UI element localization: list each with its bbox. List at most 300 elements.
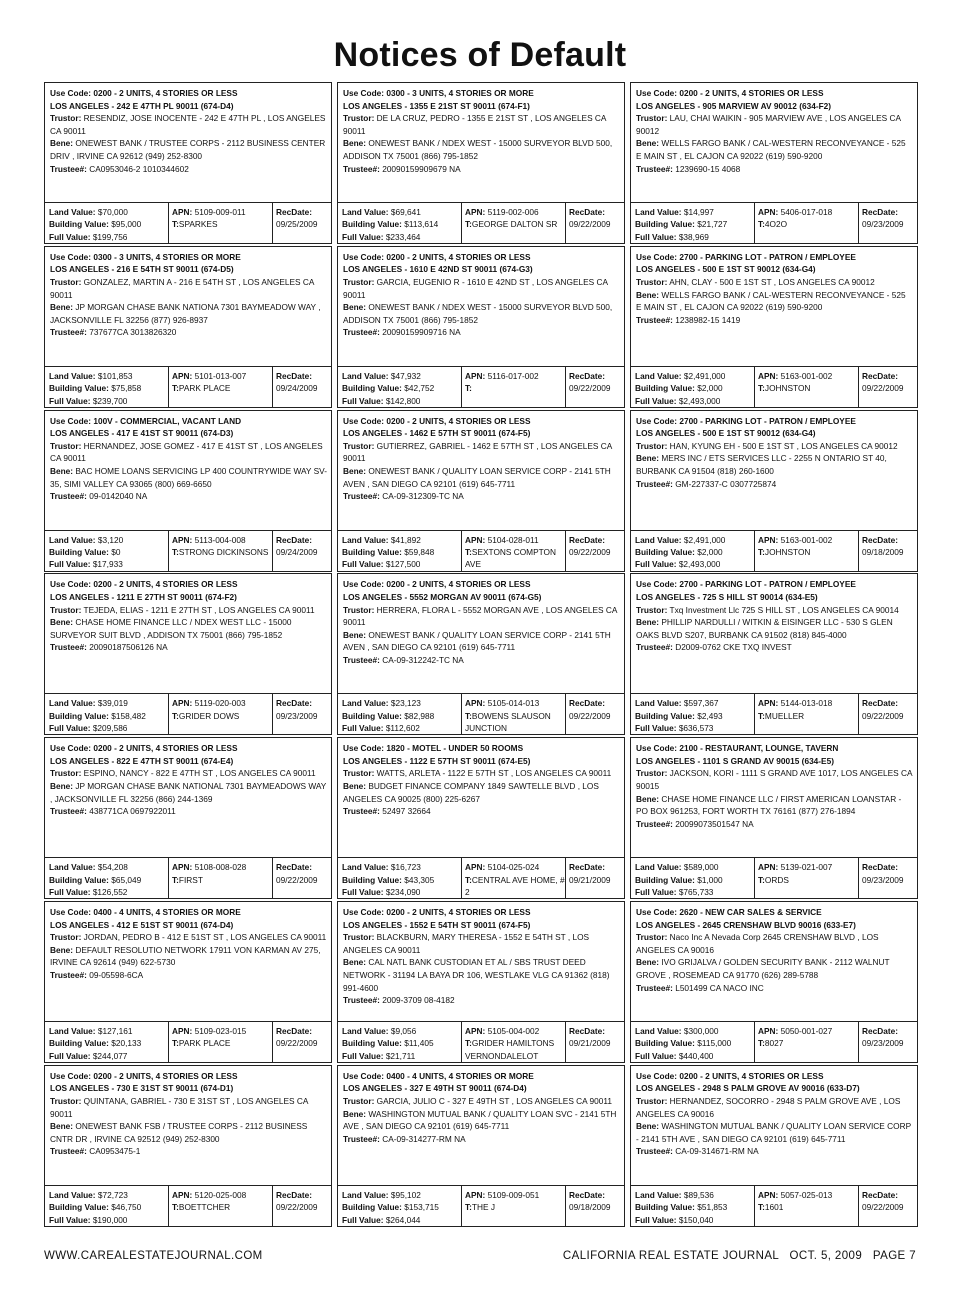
full-value-label: Full Value: bbox=[342, 887, 384, 897]
trustor-value: JORDAN, PEDRO B - 412 E 51ST ST , LOS ANGELES CA 90011 bbox=[83, 932, 327, 943]
full-value: $264,044 bbox=[385, 1214, 421, 1225]
property-location: LOS ANGELES - 5552 MORGAN AV 90011 (674-G5) bbox=[343, 591, 542, 602]
tract-label: T: bbox=[758, 547, 765, 557]
building-value-label: Building Value: bbox=[49, 874, 109, 885]
beneficiary-value: JP MORGAN CHASE BANK NATIONAL 7301 BAYMEADOWS WAY , JACKSONVILLE FL 32256 (866) 244-1369 bbox=[50, 780, 327, 804]
trustor-line bbox=[50, 767, 327, 780]
land-value-label: Land Value: bbox=[635, 1026, 682, 1036]
apn-value: 5057-025-013 bbox=[780, 1189, 833, 1200]
apn-label: APN: bbox=[465, 698, 486, 709]
beneficiary-label: Bene: bbox=[343, 957, 367, 968]
tract-label: T: bbox=[172, 219, 179, 230]
apn-value: 5105-014-013 bbox=[487, 698, 540, 709]
tract-label: T: bbox=[172, 874, 179, 885]
apn-value: 5104-028-011 bbox=[487, 534, 539, 545]
land-value-label: Land Value: bbox=[635, 1189, 682, 1200]
full-value-line bbox=[635, 231, 754, 243]
trustee-line bbox=[50, 641, 327, 654]
land-value-label: Land Value: bbox=[49, 862, 96, 873]
value-block bbox=[45, 858, 169, 898]
building-value-line bbox=[635, 546, 754, 558]
property-location: LOS ANGELES - 1355 E 21ST ST 90011 (674-F1) bbox=[343, 100, 530, 111]
land-value: $72,723 bbox=[97, 1189, 128, 1200]
tract-label: T: bbox=[172, 1038, 179, 1049]
values-row bbox=[44, 1185, 332, 1227]
tract-value: JOHNSTON bbox=[764, 383, 811, 394]
apn-block bbox=[169, 1186, 273, 1226]
building-value: $2,493 bbox=[697, 710, 723, 721]
tract-line bbox=[172, 382, 272, 394]
beneficiary-value: CHASE HOME FINANCE LLC / FIRST AMERICAN LOANSTAR - PO BOX 961253, FORT WORTH TX 76161 (877) 276-1894 bbox=[636, 793, 902, 817]
values-row bbox=[44, 530, 332, 572]
beneficiary-label: Bene: bbox=[636, 1121, 660, 1132]
recdate-label: RecDate: bbox=[276, 1189, 312, 1200]
full-value-line bbox=[49, 558, 168, 570]
trustee-label: Trustee#: bbox=[50, 642, 87, 653]
trustor-label: Trustor: bbox=[50, 440, 82, 451]
tract-value: CENTRAL AVE HOME, # 2 bbox=[465, 874, 565, 897]
recdate-block bbox=[859, 531, 917, 571]
tract-value: GRIDER HAMILTONS VERNONDALELOT bbox=[465, 1038, 555, 1061]
recdate-label: RecDate: bbox=[276, 370, 312, 381]
apn-block bbox=[755, 1022, 859, 1062]
tract-line bbox=[758, 1201, 858, 1213]
notice-description bbox=[630, 246, 918, 366]
values-row bbox=[44, 202, 332, 244]
notice-description bbox=[44, 1065, 332, 1185]
building-value-label: Building Value: bbox=[635, 383, 695, 394]
trustee-line bbox=[50, 1145, 327, 1158]
building-value: $51,853 bbox=[697, 1202, 728, 1213]
apn-value: 5104-025-024 bbox=[487, 862, 540, 873]
values-row bbox=[44, 1021, 332, 1063]
apn-value: 5109-023-015 bbox=[194, 1026, 247, 1036]
building-value: $82,988 bbox=[404, 710, 435, 721]
full-value: $209,586 bbox=[92, 723, 128, 734]
value-block bbox=[45, 531, 169, 571]
tract-value: 4O2O bbox=[764, 219, 788, 230]
apn-label: APN: bbox=[172, 207, 193, 217]
recdate-label: RecDate: bbox=[276, 534, 312, 545]
footer-publication: CALIFORNIA REAL ESTATE JOURNAL OCT. 5, 2009 PAGE 7 bbox=[562, 1250, 916, 1262]
trustor-line bbox=[50, 604, 327, 617]
land-value-label: Land Value: bbox=[342, 1189, 389, 1200]
recdate-label: RecDate: bbox=[276, 207, 312, 217]
full-value-line bbox=[635, 1214, 754, 1226]
tract-label: T: bbox=[172, 1202, 179, 1213]
value-block bbox=[631, 858, 755, 898]
use-code: Use Code: 0200 - 2 UNITS, 4 STORIES OR LESS bbox=[636, 88, 824, 98]
value-block bbox=[631, 1186, 755, 1226]
apn-value: 5105-004-002 bbox=[487, 1026, 540, 1036]
building-value-line bbox=[635, 1201, 754, 1213]
values-row bbox=[44, 693, 332, 735]
trustor-line bbox=[50, 1095, 327, 1120]
land-value-line bbox=[49, 370, 168, 382]
use-code: Use Code: 0200 - 2 UNITS, 4 STORIES OR LESS bbox=[50, 1070, 238, 1081]
land-value-label: Land Value: bbox=[49, 207, 96, 217]
beneficiary-value: CAL NATL BANK CUSTODIAN ET AL / SBS TRUST DEED NETWORK - 31194 LA BAYA DR 106, WESTLAKE VLG CA 91362 (818) 991-4600 bbox=[343, 957, 610, 993]
building-value-line bbox=[342, 1037, 461, 1049]
apn-block bbox=[755, 367, 859, 407]
land-value-label: Land Value: bbox=[49, 1189, 96, 1200]
building-value-line bbox=[49, 874, 168, 886]
recdate-value: 09/18/2009 bbox=[862, 547, 904, 557]
recdate-block bbox=[273, 694, 331, 734]
notice-entry bbox=[44, 573, 332, 735]
apn-label: APN: bbox=[465, 534, 486, 545]
values-row bbox=[44, 366, 332, 408]
value-block bbox=[338, 694, 462, 734]
trustee-line bbox=[50, 490, 327, 503]
beneficiary-line bbox=[343, 137, 620, 162]
beneficiary-label: Bene: bbox=[636, 289, 660, 300]
use-code: Use Code: 2100 - RESTAURANT, LOUNGE, TAVERN bbox=[636, 743, 839, 754]
apn-line bbox=[758, 206, 858, 218]
tract-label: T: bbox=[758, 383, 765, 394]
building-value: $95,000 bbox=[111, 219, 142, 230]
values-row bbox=[337, 1185, 625, 1227]
building-value-label: Building Value: bbox=[635, 547, 695, 557]
tract-label: T: bbox=[758, 874, 765, 885]
trustor-line bbox=[50, 440, 327, 465]
recdate-value: 09/21/2009 bbox=[569, 1038, 611, 1049]
recdate-value: 09/22/2009 bbox=[862, 1202, 904, 1213]
full-value-label: Full Value: bbox=[635, 887, 677, 897]
notice-description bbox=[337, 410, 625, 530]
notice-description bbox=[337, 737, 625, 857]
trustor-label: Trustor: bbox=[636, 932, 668, 943]
trustor-label: Trustor: bbox=[343, 113, 375, 124]
building-value-line bbox=[342, 710, 461, 722]
building-value-label: Building Value: bbox=[49, 219, 109, 230]
land-value: $54,208 bbox=[97, 862, 128, 873]
apn-block bbox=[462, 1186, 566, 1226]
trustor-label: Trustor: bbox=[636, 768, 668, 779]
notice-entry bbox=[44, 410, 332, 572]
land-value-label: Land Value: bbox=[49, 534, 96, 545]
trustee-line bbox=[50, 326, 327, 339]
land-value: $69,641 bbox=[390, 207, 421, 217]
full-value-line bbox=[635, 558, 754, 570]
beneficiary-label: Bene: bbox=[343, 138, 367, 149]
notice-description bbox=[630, 901, 918, 1021]
trustor-label: Trustor: bbox=[636, 604, 668, 615]
tract-value: 8027 bbox=[764, 1038, 784, 1049]
apn-value: 5109-009-051 bbox=[487, 1189, 540, 1200]
value-block bbox=[338, 531, 462, 571]
trustee-line bbox=[636, 478, 913, 491]
beneficiary-line bbox=[50, 137, 327, 162]
recdate-value: 09/22/2009 bbox=[276, 1038, 318, 1049]
land-value-line bbox=[635, 697, 754, 709]
trustor-label: Trustor: bbox=[343, 1095, 375, 1106]
tract-label: T: bbox=[465, 1202, 472, 1213]
tract-value: PARK PLACE bbox=[178, 383, 231, 394]
apn-label: APN: bbox=[172, 698, 193, 709]
tract-label: T: bbox=[172, 710, 179, 721]
beneficiary-line bbox=[343, 465, 620, 490]
tract-label: T: bbox=[172, 383, 179, 394]
apn-value: 5163-001-002 bbox=[780, 370, 833, 381]
recdate-block bbox=[859, 694, 917, 734]
recdate-value: 09/24/2009 bbox=[276, 383, 318, 394]
full-value-line bbox=[342, 886, 461, 898]
apn-line bbox=[758, 1189, 858, 1201]
values-row bbox=[337, 693, 625, 735]
building-value: $75,858 bbox=[111, 383, 142, 394]
full-value-line bbox=[49, 722, 168, 734]
land-value-label: Land Value: bbox=[635, 370, 682, 381]
beneficiary-value: CHASE HOME FINANCE LLC / NDEX WEST LLC - 15000 SURVEYOR SUIT BLVD , ADDISON TX 75001 (866) 795-1852 bbox=[50, 617, 292, 640]
recdate-label: RecDate: bbox=[862, 207, 898, 217]
notice-entry bbox=[44, 901, 332, 1063]
beneficiary-label: Bene: bbox=[343, 302, 367, 313]
building-value-label: Building Value: bbox=[49, 547, 109, 557]
trustor-value: GARCIA, EUGENIO R - 1610 E 42ND ST , LOS ANGELES CA 90011 bbox=[343, 276, 608, 300]
notice-entry bbox=[630, 573, 918, 735]
land-value-label: Land Value: bbox=[635, 207, 682, 217]
trustee-label: Trustee#: bbox=[343, 654, 380, 665]
building-value-label: Building Value: bbox=[342, 219, 402, 230]
full-value-line bbox=[342, 395, 461, 407]
building-value-label: Building Value: bbox=[342, 1038, 402, 1049]
notice-description bbox=[44, 573, 332, 693]
tract-line bbox=[172, 546, 272, 558]
trustee-value: 52497 32664 bbox=[382, 806, 431, 817]
beneficiary-label: Bene: bbox=[636, 793, 660, 804]
full-value: $127,500 bbox=[385, 559, 421, 570]
recdate-block bbox=[859, 367, 917, 407]
beneficiary-label: Bene: bbox=[636, 957, 660, 968]
full-value: $190,000 bbox=[92, 1214, 128, 1225]
apn-block bbox=[169, 858, 273, 898]
use-code: Use Code: 2700 - PARKING LOT - PATRON / EMPLOYEE bbox=[636, 415, 856, 426]
tract-value: STRONG DICKINSONS bbox=[178, 547, 269, 557]
land-value: $101,853 bbox=[97, 370, 133, 381]
recdate-block bbox=[859, 203, 917, 243]
beneficiary-label: Bene: bbox=[343, 629, 367, 640]
recdate-label: RecDate: bbox=[276, 698, 312, 709]
full-value-line bbox=[49, 231, 168, 243]
land-value-label: Land Value: bbox=[635, 862, 682, 873]
apn-value: 5108-008-028 bbox=[194, 862, 247, 873]
apn-label: APN: bbox=[758, 207, 779, 217]
recdate-block bbox=[273, 1186, 331, 1226]
building-value: $59,848 bbox=[404, 547, 435, 557]
trustor-value: WATTS, ARLETA - 1122 E 57TH ST , LOS ANGELES CA 90011 bbox=[376, 768, 612, 779]
land-value-line bbox=[49, 1025, 168, 1037]
trustor-label: Trustor: bbox=[636, 440, 668, 451]
land-value-line bbox=[49, 1189, 168, 1201]
values-row bbox=[630, 530, 918, 572]
building-value-label: Building Value: bbox=[342, 874, 402, 885]
beneficiary-line bbox=[636, 452, 913, 477]
full-value-label: Full Value: bbox=[342, 1050, 384, 1061]
apn-block bbox=[169, 531, 273, 571]
land-value: $39,019 bbox=[97, 698, 128, 709]
building-value-line bbox=[49, 1037, 168, 1049]
notice-entry bbox=[630, 82, 918, 244]
apn-line bbox=[758, 534, 858, 546]
notice-description bbox=[337, 573, 625, 693]
beneficiary-label: Bene: bbox=[50, 465, 74, 476]
full-value-label: Full Value: bbox=[49, 1050, 91, 1061]
tract-label: T: bbox=[465, 1038, 472, 1049]
use-code: Use Code: 0200 - 2 UNITS, 4 STORIES OR LESS bbox=[343, 907, 531, 917]
apn-block bbox=[169, 203, 273, 243]
beneficiary-value: ONEWEST BANK / QUALITY LOAN SERVICE CORP - 2141 5TH AVEN , SAN DIEGO CA 92101 (619) 645-7711 bbox=[343, 465, 611, 489]
trustee-line bbox=[343, 326, 620, 339]
recdate-value: 09/18/2009 bbox=[569, 1202, 611, 1213]
recdate-label: RecDate: bbox=[569, 534, 605, 545]
value-block bbox=[631, 694, 755, 734]
apn-block bbox=[755, 203, 859, 243]
trustee-line bbox=[343, 994, 620, 1007]
trustor-line bbox=[343, 1095, 620, 1108]
land-value-line bbox=[49, 861, 168, 873]
values-row bbox=[630, 693, 918, 735]
trustee-value: CA0953046-2 1010344602 bbox=[89, 163, 189, 174]
trustee-value: 20090187506126 NA bbox=[89, 642, 168, 653]
tract-line bbox=[465, 1037, 565, 1062]
recdate-value: 09/22/2009 bbox=[569, 710, 611, 721]
notice-description bbox=[630, 82, 918, 202]
values-row bbox=[337, 1021, 625, 1063]
value-block bbox=[45, 203, 169, 243]
full-value-label: Full Value: bbox=[342, 231, 384, 242]
full-value: $112,602 bbox=[385, 723, 420, 734]
trustor-value: GUTIERREZ, GABRIEL - 1462 E 57TH ST , LOS ANGELES CA 90011 bbox=[343, 440, 612, 464]
building-value-line bbox=[635, 710, 754, 722]
apn-line bbox=[172, 1025, 272, 1037]
notice-description bbox=[630, 410, 918, 530]
trustor-value: Naco Inc A Nevada Corp 2645 CRENSHAW BLVD , LOS ANGELES CA 90016 bbox=[636, 932, 879, 955]
value-block bbox=[338, 367, 462, 407]
recdate-value: 09/22/2009 bbox=[276, 1202, 318, 1213]
tract-value: BOETTCHER bbox=[178, 1202, 231, 1213]
trustee-value: 1239690-15 4068 bbox=[675, 163, 741, 174]
beneficiary-value: PHILLIP NARDULLI / WITKIN & EISINGER LLC - 530 S GLEN OAKS BLVD S207, BURBANK CA 91502 (818) 845-4000 bbox=[636, 617, 893, 640]
building-value-line bbox=[635, 382, 754, 394]
tract-line bbox=[758, 1037, 858, 1049]
apn-line bbox=[465, 1025, 565, 1037]
apn-line bbox=[172, 206, 272, 218]
trustor-label: Trustor: bbox=[50, 1095, 82, 1106]
trustor-value: JACKSON, KORI - 1111 S GRAND AVE 1017, LOS ANGELES CA 90015 bbox=[636, 768, 913, 791]
trustee-label: Trustee#: bbox=[343, 327, 380, 338]
building-value: $115,000 bbox=[697, 1038, 732, 1049]
building-value: $2,000 bbox=[697, 547, 723, 557]
use-code: Use Code: 0200 - 2 UNITS, 4 STORIES OR LESS bbox=[50, 88, 238, 98]
trustee-value: 20090159909716 NA bbox=[382, 327, 461, 338]
tract-label: T: bbox=[758, 710, 765, 721]
trustor-value: GONZALEZ, MARTIN A - 216 E 54TH ST , LOS ANGELES CA 90011 bbox=[50, 276, 314, 300]
full-value-line bbox=[342, 558, 461, 570]
building-value: $0 bbox=[111, 547, 121, 557]
trustor-value: TEJEDA, ELIAS - 1211 E 27TH ST , LOS ANGELES CA 90011 bbox=[83, 604, 315, 615]
full-value: $440,400 bbox=[678, 1050, 714, 1061]
apn-block bbox=[462, 367, 566, 407]
notices-column-1 bbox=[44, 82, 332, 1230]
recdate-block bbox=[566, 858, 624, 898]
apn-value: 5113-004-008 bbox=[194, 534, 246, 545]
value-block bbox=[338, 203, 462, 243]
tract-value: FIRST bbox=[178, 874, 203, 885]
notice-description bbox=[44, 410, 332, 530]
trustor-label: Trustor: bbox=[50, 932, 82, 943]
building-value: $20,133 bbox=[111, 1038, 142, 1049]
apn-value: 5101-013-007 bbox=[194, 370, 247, 381]
trustee-line bbox=[636, 1145, 913, 1158]
apn-line bbox=[758, 861, 858, 873]
recdate-block bbox=[566, 203, 624, 243]
recdate-value: 09/25/2009 bbox=[276, 219, 318, 230]
property-location: LOS ANGELES - 412 E 51ST ST 90011 (674-D4) bbox=[50, 919, 234, 930]
beneficiary-label: Bene: bbox=[50, 944, 74, 955]
recdate-label: RecDate: bbox=[569, 1189, 605, 1200]
trustee-label: Trustee#: bbox=[50, 163, 87, 174]
building-value: $158,482 bbox=[111, 710, 146, 721]
apn-label: APN: bbox=[758, 862, 779, 873]
trustee-value: GM-227337-C 0307725874 bbox=[675, 478, 777, 489]
trustee-label: Trustee#: bbox=[636, 1146, 673, 1157]
notice-entry bbox=[44, 1065, 332, 1227]
notice-entry bbox=[44, 246, 332, 408]
apn-label: APN: bbox=[465, 1189, 486, 1200]
building-value-line bbox=[49, 546, 168, 558]
recdate-block bbox=[566, 694, 624, 734]
beneficiary-line bbox=[343, 301, 620, 326]
recdate-value: 09/23/2009 bbox=[862, 874, 904, 885]
apn-line bbox=[465, 206, 565, 218]
values-row bbox=[630, 366, 918, 408]
apn-value: 5109-009-011 bbox=[194, 207, 246, 217]
full-value-label: Full Value: bbox=[49, 887, 91, 897]
recdate-label: RecDate: bbox=[569, 862, 605, 873]
notice-entry bbox=[630, 246, 918, 408]
land-value: $41,892 bbox=[390, 534, 421, 545]
beneficiary-line bbox=[636, 137, 913, 162]
tract-line bbox=[465, 546, 565, 571]
beneficiary-value: DEFAULT RESOLUTIO NETWORK 17911 VON KARMAN AV 275, IRVINE CA 92614 (949) 622-5730 bbox=[50, 944, 321, 968]
trustor-value: GARCIA, JULIO C - 327 E 49TH ST , LOS ANGELES CA 90011 bbox=[376, 1095, 613, 1106]
land-value: $589,000 bbox=[683, 862, 719, 873]
notice-entry bbox=[630, 737, 918, 899]
trustor-line bbox=[636, 604, 913, 617]
trustor-label: Trustor: bbox=[50, 276, 82, 287]
recdate-value: 09/22/2009 bbox=[569, 383, 611, 394]
apn-label: APN: bbox=[172, 370, 193, 381]
trustor-value: Txq Investment Llc 725 S HILL ST , LOS ANGELES CA 90014 bbox=[669, 604, 899, 615]
full-value: $2,493,000 bbox=[678, 559, 721, 570]
full-value-label: Full Value: bbox=[342, 723, 384, 734]
recdate-label: RecDate: bbox=[276, 862, 312, 873]
trustee-value: CA-09-314671-RM NA bbox=[675, 1146, 759, 1157]
trustor-line bbox=[636, 1095, 913, 1120]
land-value-label: Land Value: bbox=[342, 534, 389, 545]
notices-grid bbox=[44, 82, 918, 1230]
land-value-label: Land Value: bbox=[342, 698, 389, 709]
values-row bbox=[630, 1185, 918, 1227]
tract-value: SPARKES bbox=[178, 219, 218, 230]
apn-label: APN: bbox=[758, 534, 779, 545]
apn-line bbox=[758, 697, 858, 709]
trustor-value: DE LA CRUZ, PEDRO - 1355 E 21ST ST , LOS ANGELES CA 90011 bbox=[343, 113, 607, 136]
notice-description bbox=[44, 737, 332, 857]
tract-label: T: bbox=[465, 874, 472, 885]
value-block bbox=[631, 367, 755, 407]
